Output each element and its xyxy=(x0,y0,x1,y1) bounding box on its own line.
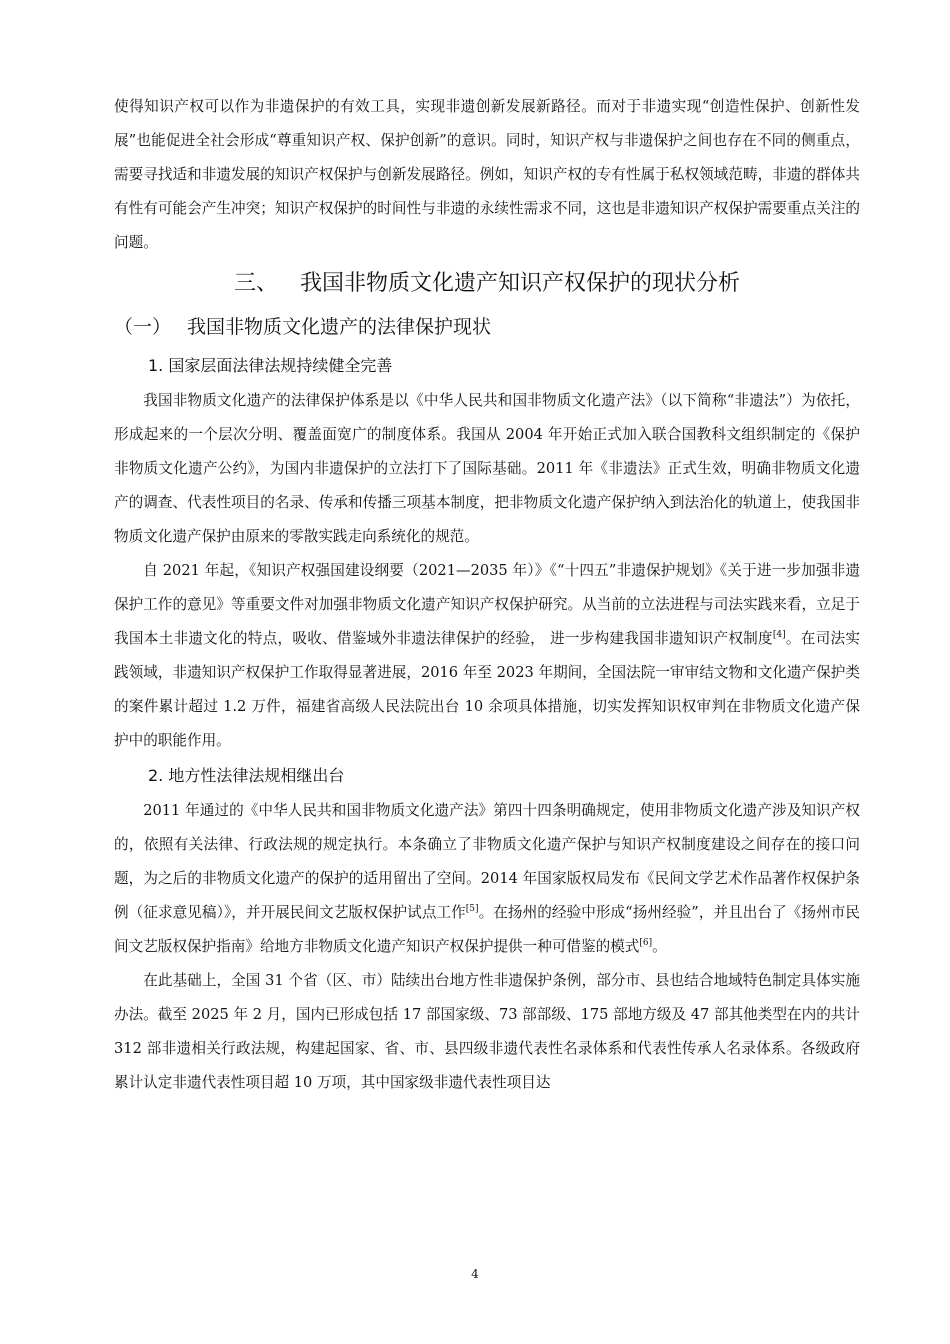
item-heading-1: 1. 国家层面法律法规持续健全完善 xyxy=(148,356,393,375)
section-number: 三、 xyxy=(233,271,278,296)
paragraph-text: 2011 年通过的《中华人民共和国非物质文化遗产法》第四十四条明确规定，使用非物质文化遗产涉及知识产权的，依照有关法律、行政法规的规定执行。本条确立了非物质文化遗产保护与知识产权制度建设之间存在的接口问题，为之后的非物质文化遗产的保护的适用留出了空间。2014 年国家版权局发布《民间文学艺术作品著作权保护条例（征求意见稿）》，并开展民间文艺版权保护试点工作 xyxy=(114,802,860,921)
section-title: 我国非物质文化遗产知识产权保护的现状分析 xyxy=(300,271,741,296)
paragraph-text: 。在扬州的经验中形成“扬州经验”，并且出台了《扬州市民间文艺版权保护指南》给地方非物质文化遗产知识产权保护提供一种可借鉴的模式 xyxy=(114,904,860,955)
paragraph-article-44 xyxy=(114,794,860,964)
paragraph-text: 。 xyxy=(652,938,667,955)
paragraph-text: 。在司法实践领域，非遗知识产权保护工作取得显著进展，2016 年至 2023 年期间，全国法院一审审结文物和文化遗产保护类的案件累计超过 1.2 万件，福建省高级人民法院出台 10 余项具体措施，切实发挥知识权审判在非物质文化遗产保护中的职能作用。 xyxy=(114,630,860,749)
subsection-heading xyxy=(114,306,860,348)
citation-ref: [6] xyxy=(639,938,653,949)
paragraph-text: 自 2021 年起，《知识产权强国建设纲要（2021—2035 年）》《“十四五”非遗保护规划》《关于进一步加强非遗保护工作的意见》等重要文件对加强非物质文化遗产知识产权保护研究。从当前的立法进程与司法实践来看，立足于我国本土非遗文化的特点，吸收、借鉴域外非遗法律保护的经验， 进一步构建我国非遗知识产权制度 xyxy=(114,562,860,647)
paragraph-policy-documents xyxy=(114,554,860,758)
section-heading xyxy=(114,262,860,306)
paragraph-local-regulations: 在此基础上，全国 31 个省（区、市）陆续出台地方性非遗保护条例，部分市、县也结合地域特色制定具体实施办法。截至 2025 年 2 月，国内已形成包括 17 部国家级、73 部部级、175 部地方级及 47 部其他类型在内的共计 312 部非遗相关行政法规，构建起国家、省、市、县四级非遗代表性名录体系和代表性传承人名录体系。各级政府累计认定非遗代表性项目超 10 万项，其中国家级非遗代表性项目达 xyxy=(114,972,860,1091)
citation-ref: [5] xyxy=(465,904,479,915)
paragraph-legal-system: 我国非物质文化遗产的法律保护体系是以《中华人民共和国非物质文化遗产法》（以下简称“非遗法”）为依托，形成起来的一个层次分明、覆盖面宽广的制度体系。我国从 2004 年开始正式加入联合国教科文组织制定的《保护非物质文化遗产公约》，为国内非遗保护的立法打下了国际基础。2011 年《非遗法》正式生效，明确非物质文化遗产的调查、代表性项目的名录、传承和传播三项基本制度，把非物质文化遗产保护纳入到法治化的轨道上，使我国非物质文化遗产保护由原来的零散实践走向系统化的规范。 xyxy=(114,392,860,545)
intro-paragraph: 使得知识产权可以作为非遗保护的有效工具，实现非遗创新发展新路径。而对于非遗实现“创造性保护、创新性发展”也能促进全社会形成“尊重知识产权、保护创新”的意识。同时，知识产权与非遗保护之间也存在不同的侧重点，需要寻找适和非遗发展的知识产权保护与创新发展路径。例如，知识产权的专有性属于私权领域范畴，非遗的群体共有性有可能会产生冲突；知识产权保护的时间性与非遗的永续性需求不同，这也是非遗知识产权保护需要重点关注的问题。 xyxy=(114,98,860,251)
subsection-number: （一） xyxy=(114,316,172,338)
document-page xyxy=(114,90,860,1100)
subsection-title: 我国非物质文化遗产的法律保护现状 xyxy=(187,316,492,338)
citation-ref: [4] xyxy=(772,630,786,641)
item-heading-2: 2. 地方性法律法规相继出台 xyxy=(148,766,345,785)
page-number: 4 xyxy=(471,1267,479,1281)
